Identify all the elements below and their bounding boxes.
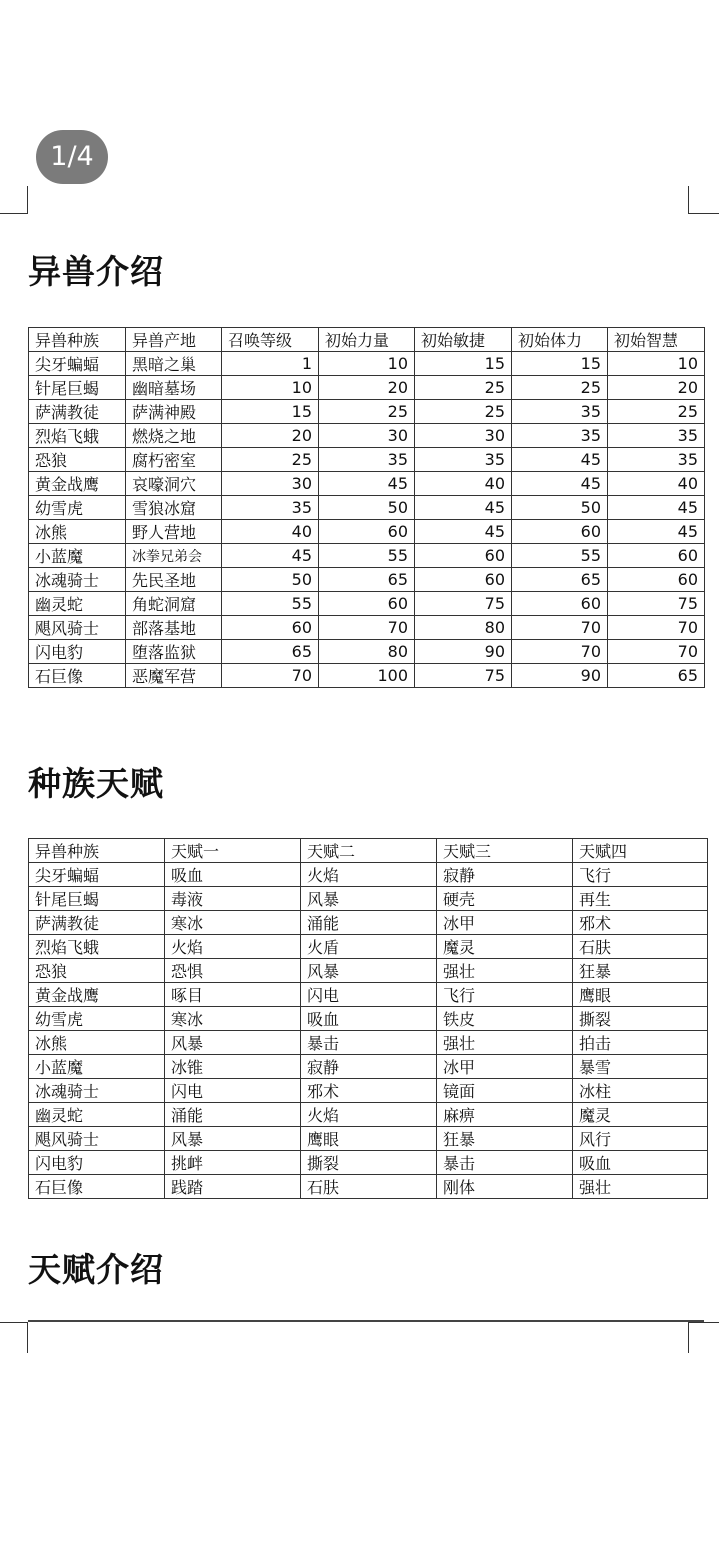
table-cell: 挑衅 <box>165 1151 301 1175</box>
table-cell: 25 <box>319 400 415 424</box>
table-cell: 45 <box>415 496 512 520</box>
table-cell: 恐狼 <box>29 448 126 472</box>
table-cell: 55 <box>319 544 415 568</box>
table-cell: 100 <box>319 664 415 688</box>
table-row <box>29 887 708 911</box>
table-cell: 强壮 <box>573 1175 708 1199</box>
table-cell: 20 <box>319 376 415 400</box>
table-cell: 尖牙蝙蝠 <box>29 863 165 887</box>
table-cell: 幼雪虎 <box>29 496 126 520</box>
table-cell: 45 <box>222 544 319 568</box>
table-cell: 刚体 <box>437 1175 573 1199</box>
table-cell: 小蓝魔 <box>29 544 126 568</box>
table-cell: 黄金战鹰 <box>29 472 126 496</box>
table-cell: 45 <box>512 472 608 496</box>
section-title-beast-intro: 异兽介绍 <box>28 252 164 291</box>
table-header-row <box>29 328 705 352</box>
race-talents-table <box>28 838 708 1199</box>
table-cell: 暴雪 <box>573 1055 708 1079</box>
table-cell: 风暴 <box>301 959 437 983</box>
table-cell: 75 <box>608 592 705 616</box>
table-cell: 冰熊 <box>29 1031 165 1055</box>
table-cell: 小蓝魔 <box>29 1055 165 1079</box>
column-header: 天赋四 <box>573 839 708 863</box>
column-header: 初始力量 <box>319 328 415 352</box>
table-cell: 黑暗之巢 <box>126 352 222 376</box>
table-cell: 狂暴 <box>573 959 708 983</box>
table-cell: 邪术 <box>301 1079 437 1103</box>
table-cell: 强壮 <box>437 959 573 983</box>
table-cell: 35 <box>415 448 512 472</box>
page-indicator: 1/4 <box>36 130 108 184</box>
table-cell: 哀嚎洞穴 <box>126 472 222 496</box>
table-cell: 60 <box>222 616 319 640</box>
table-cell: 35 <box>608 424 705 448</box>
table-cell: 35 <box>512 400 608 424</box>
table-cell: 20 <box>222 424 319 448</box>
table-cell: 65 <box>222 640 319 664</box>
table-cell: 野人营地 <box>126 520 222 544</box>
table-cell: 60 <box>415 568 512 592</box>
table-header-row <box>29 839 708 863</box>
table-cell: 冰拳兄弟会 <box>126 544 222 568</box>
table-cell: 铁皮 <box>437 1007 573 1031</box>
table-cell: 飞行 <box>573 863 708 887</box>
table-cell: 飓风骑士 <box>29 616 126 640</box>
table-cell: 50 <box>222 568 319 592</box>
table-cell: 35 <box>319 448 415 472</box>
table-row <box>29 863 708 887</box>
table-cell: 寂静 <box>437 863 573 887</box>
column-header: 初始敏捷 <box>415 328 512 352</box>
table-cell: 80 <box>319 640 415 664</box>
table-cell: 狂暴 <box>437 1127 573 1151</box>
table-cell: 风行 <box>573 1127 708 1151</box>
table-cell: 撕裂 <box>573 1007 708 1031</box>
crop-mark-bottom-left <box>0 1322 28 1353</box>
table-cell: 70 <box>222 664 319 688</box>
table-cell: 45 <box>319 472 415 496</box>
table-cell: 针尾巨蝎 <box>29 376 126 400</box>
table-cell: 飓风骑士 <box>29 1127 165 1151</box>
table-row <box>29 1127 708 1151</box>
table-cell: 啄目 <box>165 983 301 1007</box>
table-cell: 火盾 <box>301 935 437 959</box>
table-cell: 90 <box>415 640 512 664</box>
table-cell: 尖牙蝙蝠 <box>29 352 126 376</box>
table-cell: 毒液 <box>165 887 301 911</box>
table-row <box>29 1007 708 1031</box>
table-row <box>29 1031 708 1055</box>
table-cell: 鹰眼 <box>573 983 708 1007</box>
table-cell: 20 <box>608 376 705 400</box>
table-cell: 涌能 <box>301 911 437 935</box>
table-cell: 40 <box>608 472 705 496</box>
table-row <box>29 664 705 688</box>
table-row <box>29 911 708 935</box>
table-cell: 25 <box>608 400 705 424</box>
table-cell: 雪狼冰窟 <box>126 496 222 520</box>
table-cell: 恐惧 <box>165 959 301 983</box>
column-header: 异兽种族 <box>29 328 126 352</box>
table-cell: 35 <box>512 424 608 448</box>
table-cell: 闪电 <box>301 983 437 1007</box>
table-cell: 65 <box>608 664 705 688</box>
column-header: 天赋三 <box>437 839 573 863</box>
table-cell: 65 <box>512 568 608 592</box>
table-cell: 石巨像 <box>29 664 126 688</box>
table-row <box>29 1079 708 1103</box>
table-cell: 70 <box>512 640 608 664</box>
table-row <box>29 352 705 376</box>
table-cell: 闪电豹 <box>29 640 126 664</box>
table-cell: 25 <box>512 376 608 400</box>
column-header: 异兽产地 <box>126 328 222 352</box>
column-header: 初始体力 <box>512 328 608 352</box>
beast-stats-table <box>28 327 705 688</box>
table-cell: 30 <box>415 424 512 448</box>
column-header: 天赋二 <box>301 839 437 863</box>
table-cell: 鹰眼 <box>301 1127 437 1151</box>
table-cell: 10 <box>319 352 415 376</box>
table-cell: 石肤 <box>573 935 708 959</box>
table-cell: 幽灵蛇 <box>29 592 126 616</box>
table-cell: 75 <box>415 664 512 688</box>
table-cell: 60 <box>512 592 608 616</box>
table-cell: 25 <box>415 376 512 400</box>
table-cell: 腐朽密室 <box>126 448 222 472</box>
table-cell: 45 <box>512 448 608 472</box>
table-cell: 70 <box>608 640 705 664</box>
table-cell: 50 <box>512 496 608 520</box>
table-cell: 角蛇洞窟 <box>126 592 222 616</box>
table-cell: 寒冰 <box>165 911 301 935</box>
table-cell: 强壮 <box>437 1031 573 1055</box>
table-cell: 35 <box>608 448 705 472</box>
table-row <box>29 376 705 400</box>
column-header: 天赋一 <box>165 839 301 863</box>
table-cell: 萨满教徒 <box>29 400 126 424</box>
table-top-border <box>28 1320 704 1322</box>
table-cell: 40 <box>415 472 512 496</box>
table-cell: 冰甲 <box>437 911 573 935</box>
table-cell: 堕落监狱 <box>126 640 222 664</box>
table-row <box>29 496 705 520</box>
table-row <box>29 959 708 983</box>
table-row <box>29 520 705 544</box>
table-cell: 涌能 <box>165 1103 301 1127</box>
table-cell: 镜面 <box>437 1079 573 1103</box>
table-row <box>29 400 705 424</box>
table-row <box>29 1175 708 1199</box>
table-cell: 70 <box>608 616 705 640</box>
table-cell: 风暴 <box>301 887 437 911</box>
table-cell: 吸血 <box>573 1151 708 1175</box>
table-cell: 30 <box>222 472 319 496</box>
table-cell: 90 <box>512 664 608 688</box>
table-cell: 火焰 <box>301 863 437 887</box>
section-title-race-talents: 种族天赋 <box>28 764 164 803</box>
table-cell: 30 <box>319 424 415 448</box>
table-cell: 硬壳 <box>437 887 573 911</box>
table-cell: 吸血 <box>301 1007 437 1031</box>
table-cell: 45 <box>415 520 512 544</box>
table-cell: 麻痹 <box>437 1103 573 1127</box>
column-header: 召唤等级 <box>222 328 319 352</box>
table-cell: 吸血 <box>165 863 301 887</box>
table-cell: 邪术 <box>573 911 708 935</box>
table-cell: 幽灵蛇 <box>29 1103 165 1127</box>
table-cell: 15 <box>222 400 319 424</box>
table-cell: 冰魂骑士 <box>29 1079 165 1103</box>
table-cell: 风暴 <box>165 1031 301 1055</box>
table-cell: 10 <box>222 376 319 400</box>
table-row <box>29 592 705 616</box>
table-cell: 撕裂 <box>301 1151 437 1175</box>
crop-mark-top-left <box>0 186 28 214</box>
table-row <box>29 568 705 592</box>
table-cell: 冰柱 <box>573 1079 708 1103</box>
table-cell: 10 <box>608 352 705 376</box>
table-cell: 燃烧之地 <box>126 424 222 448</box>
table-cell: 萨满神殿 <box>126 400 222 424</box>
table-cell: 55 <box>222 592 319 616</box>
table-row <box>29 616 705 640</box>
table-cell: 70 <box>512 616 608 640</box>
table-cell: 冰魂骑士 <box>29 568 126 592</box>
table-cell: 35 <box>222 496 319 520</box>
table-cell: 黄金战鹰 <box>29 983 165 1007</box>
table-cell: 飞行 <box>437 983 573 1007</box>
table-row <box>29 1103 708 1127</box>
table-cell: 冰锥 <box>165 1055 301 1079</box>
table-cell: 石巨像 <box>29 1175 165 1199</box>
table-cell: 幽暗墓场 <box>126 376 222 400</box>
crop-mark-top-right <box>688 186 719 214</box>
table-row <box>29 544 705 568</box>
section-title-talent-intro: 天赋介绍 <box>28 1250 164 1289</box>
table-row <box>29 1151 708 1175</box>
table-row <box>29 424 705 448</box>
table-cell: 65 <box>319 568 415 592</box>
table-cell: 火焰 <box>165 935 301 959</box>
table-cell: 25 <box>415 400 512 424</box>
table-cell: 冰熊 <box>29 520 126 544</box>
table-cell: 萨满教徒 <box>29 911 165 935</box>
table-cell: 暴击 <box>301 1031 437 1055</box>
table-cell: 45 <box>608 520 705 544</box>
table-cell: 70 <box>319 616 415 640</box>
table-row <box>29 448 705 472</box>
table-cell: 烈焰飞蛾 <box>29 935 165 959</box>
table-cell: 寂静 <box>301 1055 437 1079</box>
table-cell: 风暴 <box>165 1127 301 1151</box>
table-cell: 60 <box>608 568 705 592</box>
column-header: 异兽种族 <box>29 839 165 863</box>
table-row <box>29 983 708 1007</box>
table-row <box>29 935 708 959</box>
table-cell: 25 <box>222 448 319 472</box>
table-cell: 部落基地 <box>126 616 222 640</box>
table-cell: 1 <box>222 352 319 376</box>
table-cell: 闪电 <box>165 1079 301 1103</box>
table-cell: 火焰 <box>301 1103 437 1127</box>
table-cell: 60 <box>319 592 415 616</box>
table-cell: 恶魔军营 <box>126 664 222 688</box>
table-cell: 80 <box>415 616 512 640</box>
table-cell: 75 <box>415 592 512 616</box>
table-cell: 60 <box>319 520 415 544</box>
table-cell: 45 <box>608 496 705 520</box>
table-cell: 魔灵 <box>437 935 573 959</box>
table-cell: 55 <box>512 544 608 568</box>
table-cell: 幼雪虎 <box>29 1007 165 1031</box>
table-cell: 针尾巨蝎 <box>29 887 165 911</box>
table-cell: 暴击 <box>437 1151 573 1175</box>
table-cell: 60 <box>415 544 512 568</box>
table-cell: 拍击 <box>573 1031 708 1055</box>
table-cell: 魔灵 <box>573 1103 708 1127</box>
table-row <box>29 640 705 664</box>
table-cell: 60 <box>608 544 705 568</box>
table-cell: 60 <box>512 520 608 544</box>
table-row <box>29 472 705 496</box>
table-cell: 50 <box>319 496 415 520</box>
table-cell: 寒冰 <box>165 1007 301 1031</box>
table-row <box>29 1055 708 1079</box>
table-cell: 15 <box>415 352 512 376</box>
column-header: 初始智慧 <box>608 328 705 352</box>
table-cell: 烈焰飞蛾 <box>29 424 126 448</box>
table-cell: 恐狼 <box>29 959 165 983</box>
table-cell: 冰甲 <box>437 1055 573 1079</box>
table-cell: 再生 <box>573 887 708 911</box>
table-cell: 践踏 <box>165 1175 301 1199</box>
table-cell: 石肤 <box>301 1175 437 1199</box>
table-cell: 15 <box>512 352 608 376</box>
crop-mark-bottom-right <box>688 1322 719 1353</box>
table-cell: 闪电豹 <box>29 1151 165 1175</box>
table-cell: 先民圣地 <box>126 568 222 592</box>
table-cell: 40 <box>222 520 319 544</box>
